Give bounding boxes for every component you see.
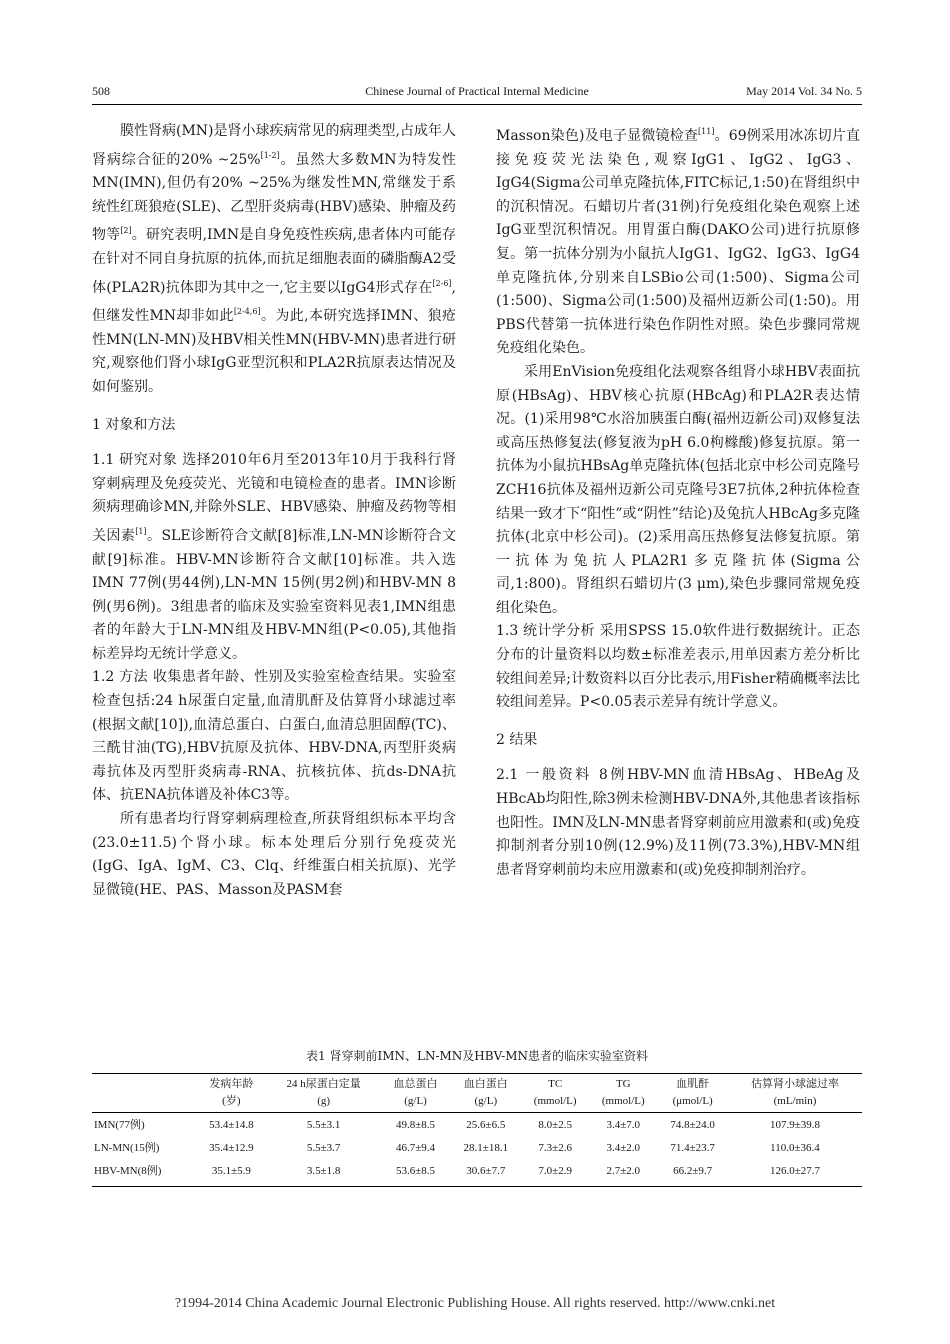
table-header-row bbox=[92, 1074, 862, 1113]
right-column bbox=[496, 120, 860, 882]
header-cell: 发病年龄 (岁) bbox=[196, 1074, 267, 1113]
header-cell: 血肌酐 (μmol/L) bbox=[657, 1074, 728, 1113]
data-table bbox=[92, 1073, 862, 1187]
header-rule bbox=[92, 104, 862, 105]
table-row: IMN(77例) 53.4±14.8 5.5±3.1 49.8±8.5 25.6±6.5 8.0±2.5 3.4±7.0 74.8±24.0 107.9±39.8 bbox=[94, 1119, 821, 1131]
header-cell: 估算肾小球滤过率 (mL/min) bbox=[728, 1074, 862, 1113]
header-cell: 血总蛋白 (g/L) bbox=[381, 1074, 451, 1113]
header-cell: TC (mmol/L) bbox=[521, 1074, 589, 1113]
paragraph-envision: 采用EnVision免疫组化法观察各组肾小球HBV表面抗原(HBsAg)、HBV核心抗原(HBcAg)和PLA2R表达情况。(1)采用98℃水浴加胰蛋白酶(福州迈新公司)双修复法或高压热修复法(修复液为pH 6.0枸橼酸)修复抗原。第一抗体为小鼠抗HBsAg单克隆抗体(包括北京中杉公司克隆号ZCH16抗体及福州迈新公司克隆号3E7抗体,2种抗体检查结果一致才下“阳性”或“阴性”结论)及兔抗人HBcAg多克隆抗体(北京中杉公司)。(2)采用高压热修复法修复抗原。第一抗体为兔抗人PLA2R1多克隆抗体(Sigma公司,1:800)。肾组织石蜡切片(3 μm),染色步骤同常规免疫组化染色。 bbox=[496, 363, 860, 616]
left-column bbox=[92, 120, 456, 902]
header-cell: 24 h尿蛋白定量 (g) bbox=[267, 1074, 381, 1113]
section-1-1: 1.1 研究对象 选择2010年6月至2013年10月于我科行肾穿刺病理及免疫荧光、光镜和电镜检查的患者。IMN诊断须病理确诊MN,并除外SLE、HBV感染、肿瘤及药物等相关因素[1]。SLE诊断符合文献[8]标准,LN-MN诊断符合文献[9]标准。HBV-MN诊断符合文献[10]标准。共入选IMN 77例(男44例),LN-MN 15例(男2例)和HBV-MN 8例(男6例)。3组患者的临床及实验室资料见表1,IMN组患者的年龄大于LN-MN组及HBV-MN组(P<0.05),其他指标差异均无统计学意义。 bbox=[92, 452, 456, 662]
header-cell: TG (mmol/L) bbox=[589, 1074, 657, 1113]
running-header bbox=[92, 84, 862, 102]
table-row: LN-MN(15例) 35.4±12.9 5.5±3.7 46.7±9.4 28.1±18.1 7.3±2.6 3.4±2.0 71.4±23.7 110.0±36.4 bbox=[94, 1142, 820, 1154]
issue-info: May 2014 Vol. 34 No. 5 bbox=[746, 84, 862, 98]
page-number: 508 bbox=[92, 84, 110, 98]
section-heading-results: 2 结果 bbox=[496, 731, 538, 748]
journal-name: Chinese Journal of Practical Internal Medicine bbox=[365, 84, 589, 98]
copyright-footer: ?1994-2014 China Academic Journal Electronic Publishing House. All rights reserved. http://www.cnki.net bbox=[174, 1296, 776, 1311]
table-title: 表1 肾穿刺前IMN、LN-MN及HBV-MN患者的临床实验室资料 bbox=[306, 1049, 648, 1063]
section-1-3: 1.3 统计学分析 采用SPSS 15.0软件进行数据统计。正态分布的计量资料以均数±标准差表示,用单因素方差分析比较组间差异;计数资料以百分比表示,用Fisher精确概率法比较组间差异。P<0.05表示差异有统计学意义。 bbox=[496, 623, 860, 711]
paragraph-staining: Masson染色)及电子显微镜检查[11]。69例采用冰冻切片直接免疫荧光法染色,观察IgG1、IgG2、IgG3、IgG4(Sigma公司单克隆抗体,FITC标记,1:50)在肾组织中的沉积情况。石蜡切片者(31例)行免疫组化染色观察上述IgG亚型沉积情况。用胃蛋白酶(DAKO公司)进行抗原修复。第一抗体分别为小鼠抗人IgG1、IgG2、IgG3、IgG4单克隆抗体,分别来自LSBio公司(1:500)、Sigma公司(1:500)、Sigma公司(1:500)及福州迈新公司(1:50)。用PBS代替第一抗体进行染色作阴性对照。染色步骤同常规免疫组化染色。 bbox=[496, 127, 860, 357]
section-1-2: 1.2 方法 收集患者年龄、性别及实验室检查结果。实验室检查包括:24 h尿蛋白定量,血清肌酐及估算肾小球滤过率(根据文献[10]),血清总蛋白、白蛋白,血清总胆固醇(TC)、三酰甘油(TG),HBV抗原及抗体、HBV-DNA,丙型肝炎病毒抗体及丙型肝炎病毒-RNA、抗核抗体、抗ds-DNA抗体、抗ENA抗体谱及补体C3等。 bbox=[92, 669, 457, 804]
intro-paragraph: 膜性肾病(MN)是肾小球疾病常见的病理类型,占成年人肾病综合征的20% ~25%[1-2]。虽然大多数MN为特发性MN(IMN),但仍有20% ~25%为继发性MN,常继发于系统性红斑狼疮(SLE)、乙型肝炎病毒(HBV)感染、肿瘤及药物等[2]。研究表明,IMN是自身免疫性疾病,患者体内可能存在针对不同自身抗原的抗体,而抗足细胞表面的磷脂酶A2受体(PLA2R)抗体即为其中之一,它主要以IgG4形式存在[2-6],但继发性MN却非如此[2-4,6]。为此,本研究选择IMN、狼疮性MN(LN-MN)及HBV相关性MN(HBV-MN)患者进行研究,观察他们肾小球IgG亚型沉积和PLA2R抗原表达情况及如何鉴别。 bbox=[92, 123, 457, 395]
header-cell bbox=[92, 1074, 196, 1113]
table-row: HBV-MN(8例) 35.1±5.9 3.5±1.8 53.6±8.5 30.6±7.7 7.0±2.9 2.7±2.0 66.2±9.7 126.0±27.7 bbox=[92, 1159, 862, 1187]
header-cell: 血白蛋白 (g/L) bbox=[450, 1074, 521, 1113]
paragraph-biopsy: 所有患者均行肾穿刺病理检查,所获肾组织标本平均含(23.0±11.5)个肾小球。标本处理后分别行免疫荧光(IgG、IgA、IgM、C3、Clq、纤维蛋白相关抗原)、光学显微镜(HE、PAS、Masson及PASM套 bbox=[92, 811, 456, 898]
section-heading-methods: 1 对象和方法 bbox=[92, 416, 176, 433]
section-2-1: 2.1 一般资料 8例HBV-MN血清HBsAg、HBeAg及HBcAb均阳性,除3例未检测HBV-DNA外,其他患者该指标也阳性。IMN及LN-MN患者肾穿刺前应用激素和(或)免疫抑制剂者分别10例(12.9%)及11例(73.3%),HBV-MN组患者肾穿刺前均未应用激素和(或)免疫抑制剂治疗。 bbox=[496, 767, 860, 878]
